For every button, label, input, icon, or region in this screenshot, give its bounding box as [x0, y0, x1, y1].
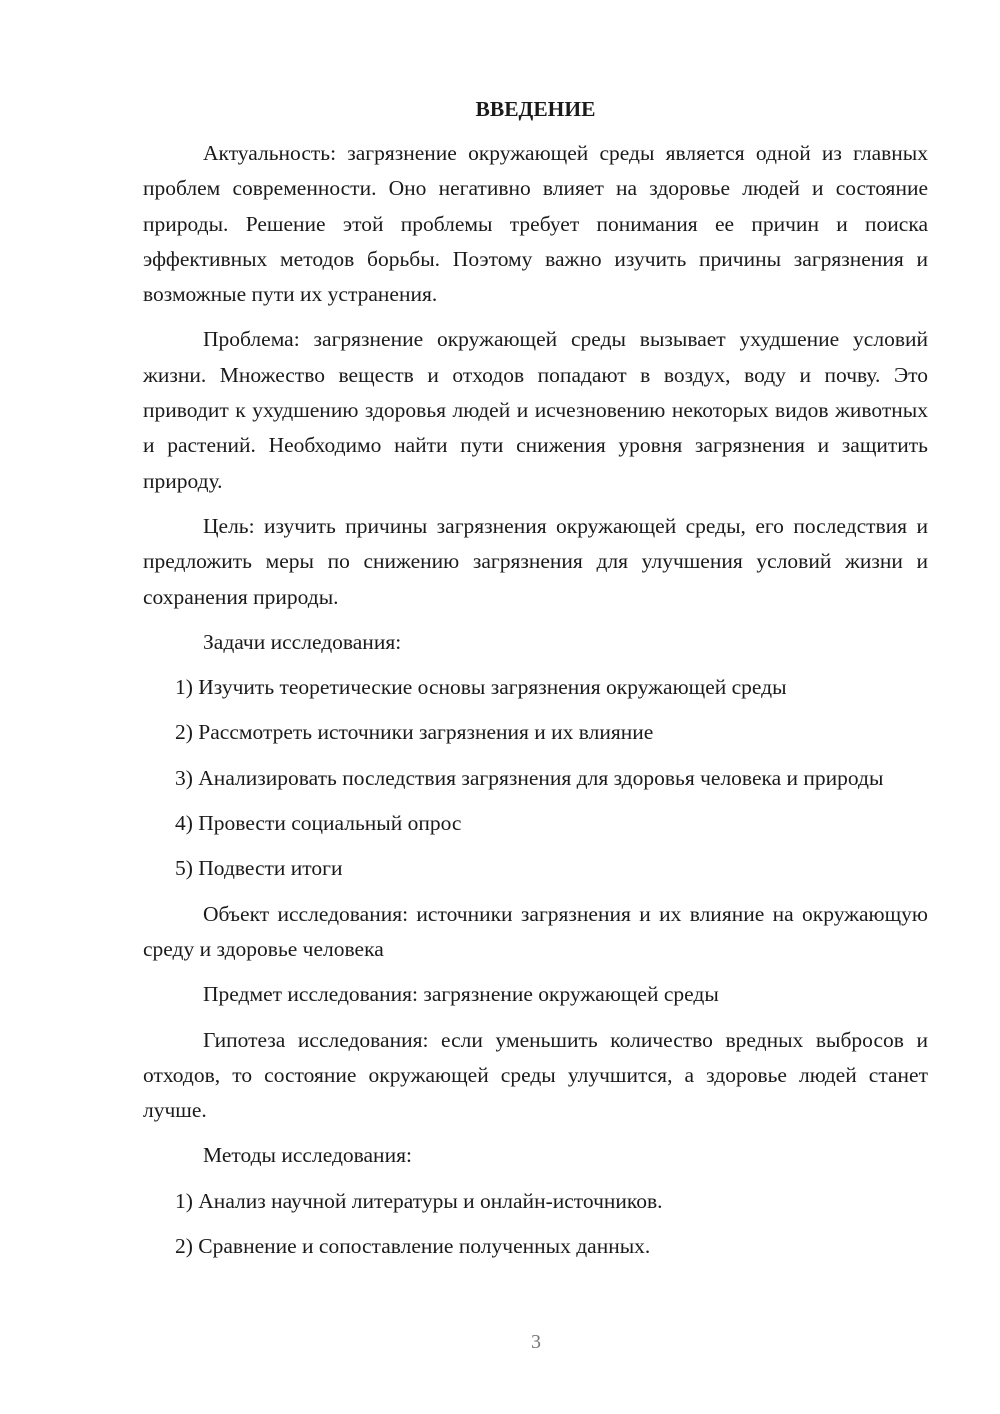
relevance-paragraph: Актуальность: загрязнение окружающей среды является одной из главных проблем современности. Оно негативно влияет на здоровье людей и состояние природы. Решение этой проблемы требует понимания ее причин и поиска эффективных методов борьбы. Поэтому важно изучить причины загрязнения и возможные пути их устранения.	[143, 141, 928, 307]
goal-paragraph: Цель: изучить причины загрязнения окружающей среды, его последствия и предложить меры по снижению загрязнения для улучшения условий жизни и сохранения природы.	[143, 513, 928, 609]
task-item: 1) Изучить теоретические основы загрязнения окружающей среды	[175, 675, 787, 700]
section-title: ВВЕДЕНИЕ	[475, 97, 596, 121]
tasks-heading: Задачи исследования:	[203, 629, 402, 654]
task-item: 2) Рассмотреть источники загрязнения и их влияние	[175, 720, 654, 745]
methods-heading: Методы исследования:	[203, 1143, 412, 1168]
task-item: 5) Подвести итоги	[175, 856, 343, 881]
method-item: 1) Анализ научной литературы и онлайн-источников.	[175, 1188, 663, 1213]
task-item: 4) Провести социальный опрос	[175, 811, 462, 836]
document-page	[143, 92, 928, 1274]
hypothesis-paragraph: Гипотеза исследования: если уменьшить количество вредных выбросов и отходов, то состояние окружающей среды улучшится, а здоровье людей станет лучше.	[143, 1027, 928, 1123]
task-item: 3) Анализировать последствия загрязнения для здоровья человека и природы	[175, 765, 884, 790]
method-item: 2) Сравнение и сопоставление полученных данных.	[175, 1234, 651, 1259]
page-number: 3	[531, 1331, 541, 1353]
problem-paragraph: Проблема: загрязнение окружающей среды вызывает ухудшение условий жизни. Множество веществ и отходов попадают в воздух, воду и почву. Это приводит к ухудшению здоровья людей и исчезновению некоторых видов животных и растений. Необходимо найти пути снижения уровня загрязнения и защитить природу.	[143, 327, 928, 493]
subject-paragraph: Предмет исследования: загрязнение окружающей среды	[203, 982, 719, 1007]
object-paragraph: Объект исследования: источники загрязнения и их влияние на окружающую среду и здоровье человека	[143, 901, 928, 961]
